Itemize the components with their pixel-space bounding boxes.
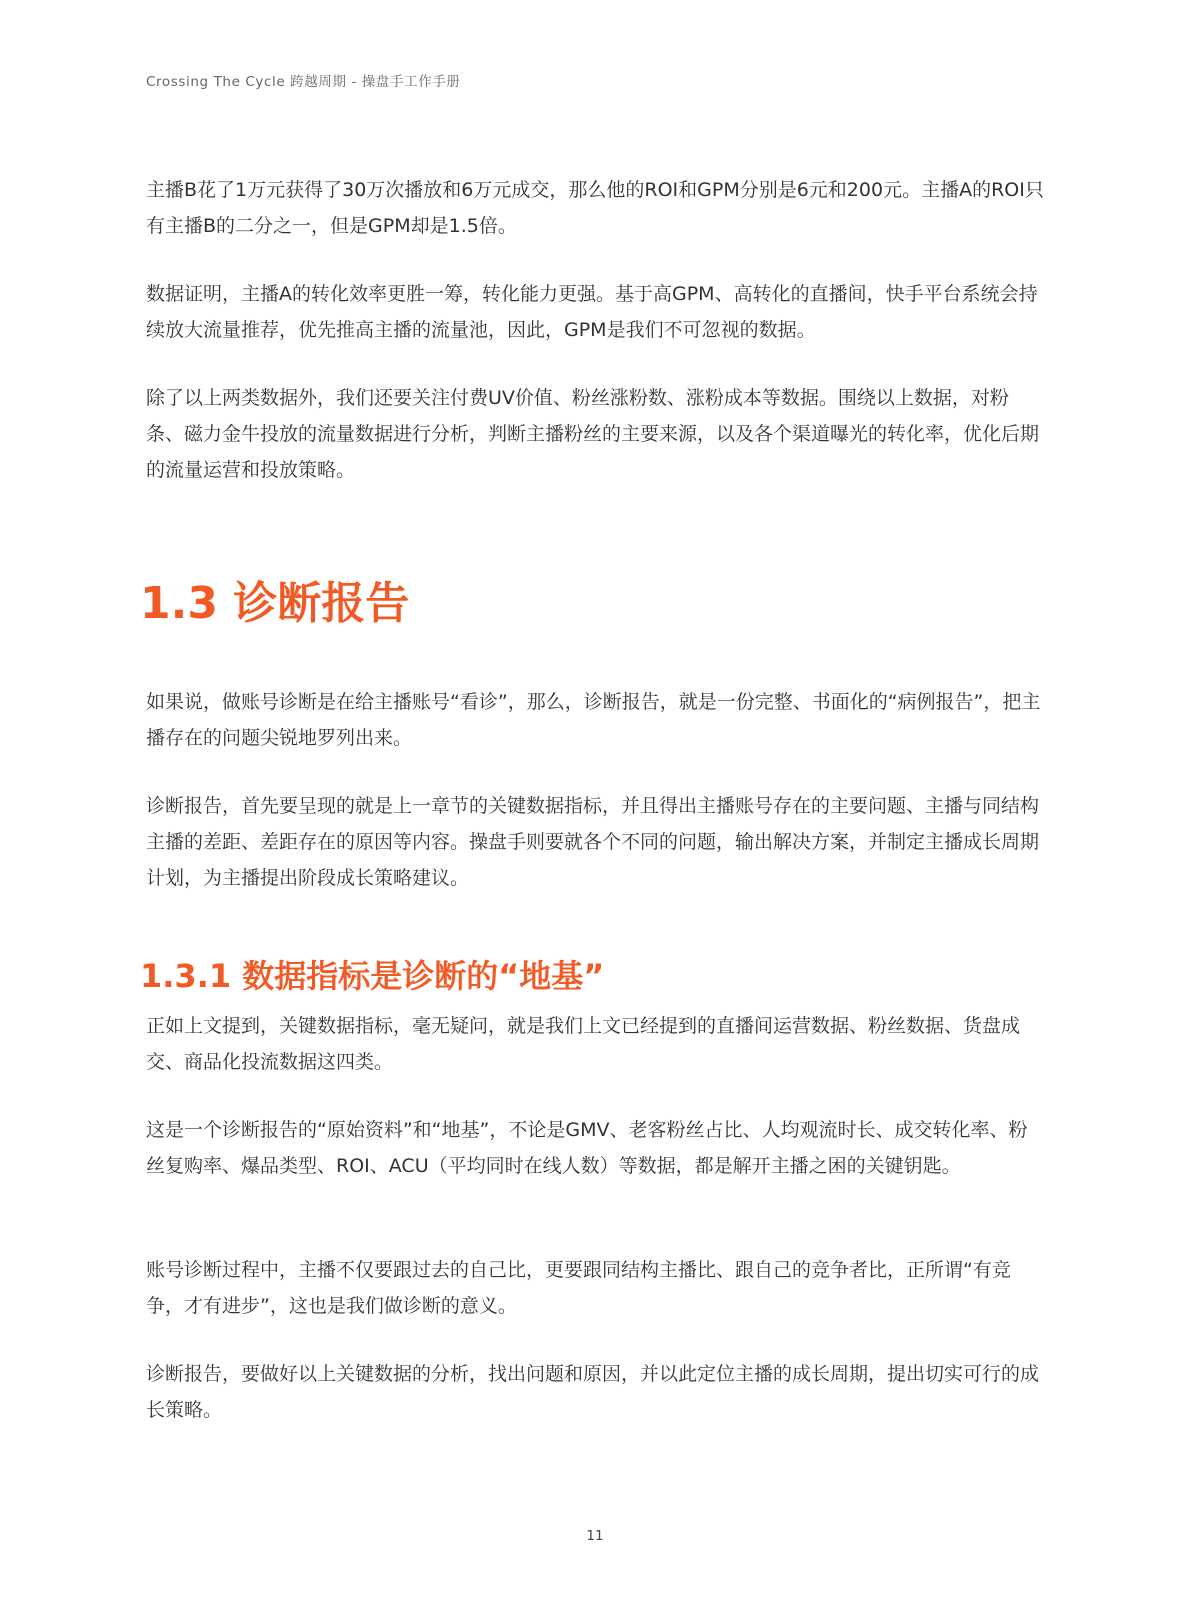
subsection-heading: 1.3.1 数据指标是诊断的“地基” — [140, 957, 605, 995]
intro-paragraph-3: 除了以上两类数据外，我们还要关注付费UV价值、粉丝涨粉数、涨粉成本等数据。围绕以上数据，对粉条、磁力金牛投放的流量数据进行分析，判断主播粉丝的主要来源，以及各个渠道曝光的转化率，优化后期的流量运营和投放策略。 — [146, 387, 1040, 481]
subsection-paragraph-2: 这是一个诊断报告的“原始资料”和“地基”，不论是GMV、老客粉丝占比、人均观流时长、成交转化率、粉丝复购率、爆品类型、ROI、ACU（平均同时在线人数）等数据，都是解开主播之困的关键钥匙。 — [146, 1119, 1028, 1177]
subsection-paragraph-4: 诊断报告，要做好以上关键数据的分析，找出问题和原因，并以此定位主播的成长周期，提出切实可行的成长策略。 — [146, 1363, 1040, 1421]
intro-paragraph-2: 数据证明，主播A的转化效率更胜一筹，转化能力更强。基于高GPM、高转化的直播间，快手平台系统会持续放大流量推荐，优先推高主播的流量池，因此，GPM是我们不可忽视的数据。 — [146, 283, 1038, 341]
section-heading: 1.3 诊断报告 — [140, 578, 410, 629]
intro-paragraph-1: 主播B花了1万元获得了30万次播放和6万元成交，那么他的ROI和GPM分别是6元和200元。主播A的ROI只有主播B的二分之一，但是GPM却是1.5倍。 — [146, 179, 1044, 237]
subsection-paragraph-3: 账号诊断过程中，主播不仅要跟过去的自己比，更要跟同结构主播比、跟自己的竞争者比，正所谓“有竞争，才有进步”，这也是我们做诊断的意义。 — [146, 1259, 1011, 1317]
page-number: 11 — [586, 1528, 604, 1544]
running-header: Crossing The Cycle 跨越周期 - 操盘手工作手册 — [146, 74, 461, 90]
section-paragraph-1: 如果说，做账号诊断是在给主播账号“看诊”，那么，诊断报告，就是一份完整、书面化的“病例报告”，把主播存在的问题尖锐地罗列出来。 — [146, 691, 1041, 749]
subsection-paragraph-1: 正如上文提到，关键数据指标，毫无疑问，就是我们上文已经提到的直播间运营数据、粉丝数据、货盘成交、商品化投流数据这四类。 — [146, 1015, 1021, 1073]
section-paragraph-2: 诊断报告，首先要呈现的就是上一章节的关键数据指标，并且得出主播账号存在的主要问题、主播与同结构主播的差距、差距存在的原因等内容。操盘手则要就各个不同的问题，输出解决方案，并制定主播成长周期计划，为主播提出阶段成长策略建议。 — [146, 795, 1040, 889]
